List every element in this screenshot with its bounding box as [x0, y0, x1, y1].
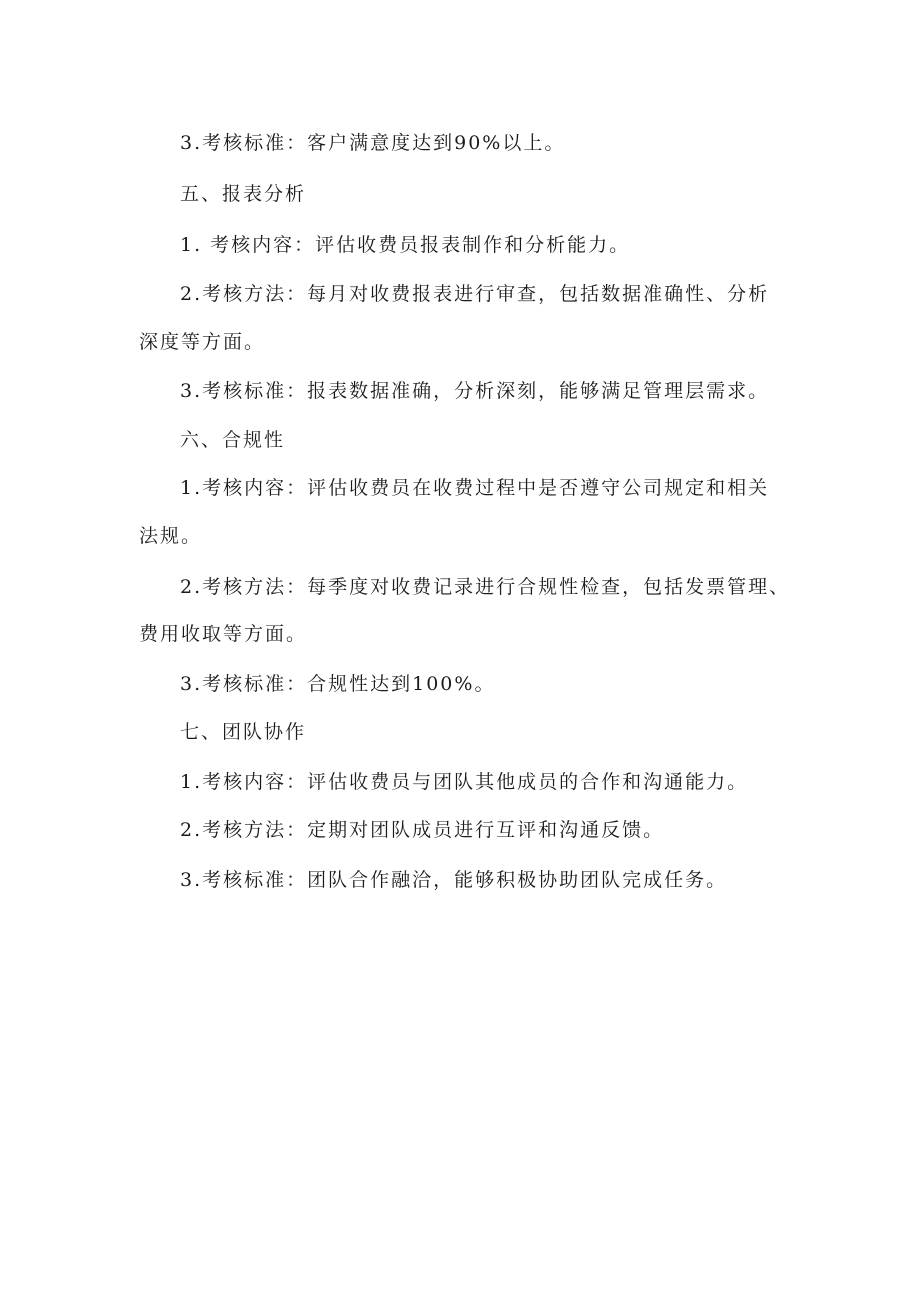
paragraph-compliance-content-line2: 法规。 — [139, 525, 203, 547]
paragraph-report-standard: 3.考核标准：报表数据准确，分析深刻，能够满足管理层需求。 — [180, 380, 770, 402]
paragraph-teamwork-content: 1.考核内容：评估收费员与团队其他成员的合作和沟通能力。 — [180, 771, 749, 793]
paragraph-report-method-line1: 2.考核方法：每月对收费报表进行审查，包括数据准确性、分析 — [180, 283, 770, 305]
paragraph-compliance-method-line2: 费用收取等方面。 — [139, 623, 308, 645]
paragraph-teamwork-method: 2.考核方法：定期对团队成员进行互评和沟通反馈。 — [180, 819, 665, 841]
section-heading-compliance: 六、合规性 — [180, 429, 286, 451]
paragraph-compliance-method-line1: 2.考核方法：每季度对收费记录进行合规性检查，包括发票管理、 — [180, 576, 791, 598]
section-heading-teamwork: 七、团队协作 — [180, 721, 307, 743]
paragraph-compliance-content-line1: 1.考核内容：评估收费员在收费过程中是否遵守公司规定和相关 — [180, 477, 770, 499]
section-heading-report-analysis: 五、报表分析 — [180, 183, 307, 205]
paragraph-compliance-standard: 3.考核标准：合规性达到100%。 — [180, 673, 496, 695]
paragraph-teamwork-standard: 3.考核标准：团队合作融洽，能够积极协助团队完成任务。 — [180, 869, 728, 891]
paragraph-report-method-line2: 深度等方面。 — [139, 331, 266, 353]
paragraph-report-content: 1. 考核内容：评估收费员报表制作和分析能力。 — [180, 234, 631, 256]
paragraph-satisfaction-standard: 3.考核标准：客户满意度达到90%以上。 — [180, 132, 566, 154]
